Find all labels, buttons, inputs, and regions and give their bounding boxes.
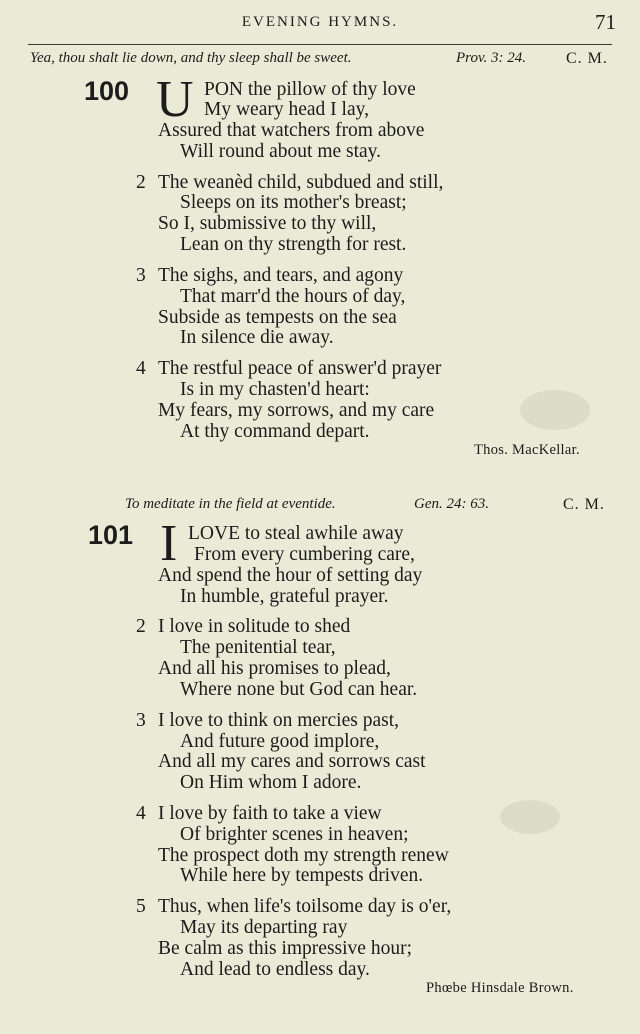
verse-line: The prospect doth my strength renew [158, 845, 449, 866]
verse-line: Assured that watchers from above [158, 120, 425, 141]
verse-line: My weary head I lay, [204, 99, 369, 120]
verse-number: 5 [136, 896, 146, 917]
verse-line: And all his promises to plead, [158, 658, 391, 679]
hymn-reference: Gen. 24: 63. [414, 496, 489, 512]
verse-line: On Him whom I adore. [180, 772, 362, 793]
verse-line: Will round about me stay. [180, 141, 382, 162]
verse-line: Is in my chasten'd heart: [180, 379, 370, 400]
verse-line: The weanèd child, subdued and still, [158, 172, 444, 193]
verse-line: Where none but God can hear. [180, 679, 418, 700]
paper-stain [500, 800, 560, 834]
drop-cap: U [156, 71, 194, 128]
verse-number: 3 [136, 710, 146, 731]
drop-cap: I [160, 515, 178, 572]
verse-line: Be calm as this impressive hour; [158, 938, 412, 959]
hymn-meter: C. M. [563, 496, 605, 513]
verse-line-text: to steal awhile away [244, 523, 404, 544]
hymn-author: Thos. MacKellar. [474, 442, 580, 458]
verse-number: 2 [136, 172, 146, 193]
verse-line: Sleeps on its mother's breast; [180, 192, 407, 213]
verse-number: 3 [136, 265, 146, 286]
verse-line: I love in solitude to shed [158, 616, 351, 637]
verse-number: 2 [136, 616, 146, 637]
verse-line: And lead to endless day. [180, 959, 370, 980]
verse-line [204, 80, 416, 100]
verse-line: The penitential tear, [180, 637, 336, 658]
verse-number: 4 [136, 358, 146, 379]
running-title: EVENING HYMNS. [241, 14, 399, 30]
verse-line: I love by faith to take a view [158, 803, 382, 824]
verse-line: And spend the hour of setting day [158, 565, 423, 586]
hymn-number: 101 [88, 520, 134, 550]
hymn-epigraph: To meditate in the field at eventide. [125, 496, 336, 512]
hymn-epigraph: Yea, thou shalt lie down, and thy sleep shall be sweet. [30, 50, 352, 66]
paper-stain [520, 390, 590, 430]
verse-line: That marr'd the hours of day, [180, 286, 406, 307]
hymn-meter: C. M. [566, 50, 608, 67]
verse-line [188, 524, 404, 544]
verse-line: Subside as tempests on the sea [158, 307, 397, 328]
verse-line: The restful peace of answer'd prayer [158, 358, 442, 379]
verse-line: In humble, grateful prayer. [180, 586, 389, 607]
verse-line-text: the pillow of thy love [247, 79, 416, 100]
verse-line: I love to think on mercies past, [158, 710, 399, 731]
verse-line: At thy command depart. [180, 421, 370, 442]
verse-line: And future good implore, [180, 731, 380, 752]
first-word: PON [204, 79, 244, 100]
header-rule [28, 44, 612, 45]
verse-line: The sighs, and tears, and agony [158, 265, 404, 286]
verse-line: Thus, when life's toilsome day is o'er, [158, 896, 452, 917]
verse-number: 4 [136, 803, 146, 824]
page-number: 71 [595, 10, 616, 34]
verse-line: My fears, my sorrows, and my care [158, 400, 435, 421]
verse-line: May its departing ray [180, 917, 348, 938]
verse-line: From every cumbering care, [194, 544, 415, 565]
hymn-author: Phœbe Hinsdale Brown. [426, 980, 574, 996]
verse-line: So I, submissive to thy will, [158, 213, 377, 234]
hymn-number: 100 [84, 76, 130, 106]
verse-line: Of brighter scenes in heaven; [180, 824, 409, 845]
verse-line: In silence die away. [180, 327, 334, 348]
verse-line: Lean on thy strength for rest. [180, 234, 407, 255]
verse-line: While here by tempests driven. [180, 865, 424, 886]
hymn-reference: Prov. 3: 24. [456, 50, 526, 66]
first-word: LOVE [188, 523, 240, 544]
verse-line: And all my cares and sorrows cast [158, 751, 426, 772]
